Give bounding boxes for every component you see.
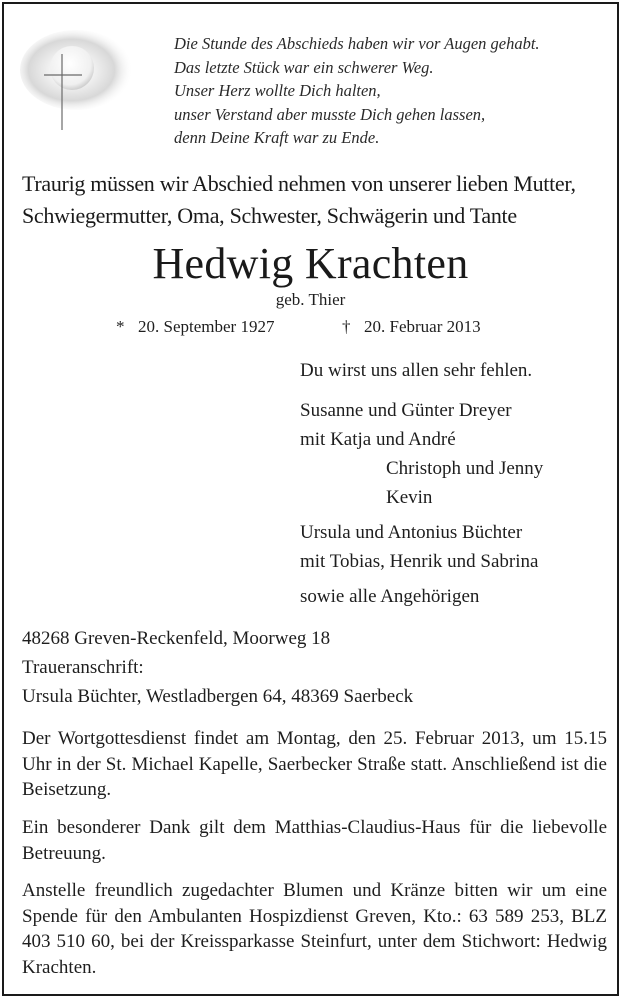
family-line: Ursula und Antonius Büchter — [300, 522, 523, 543]
death-date: 20. Februar 2013 — [364, 317, 481, 336]
family-line: mit Tobias, Henrik und Sabrina — [300, 551, 539, 572]
cross-moon-icon — [20, 28, 135, 132]
obituary-notice — [2, 2, 619, 996]
maiden-name: geb. Thier — [275, 290, 346, 309]
family-line: Christoph und Jenny — [386, 458, 544, 479]
address-line: 48268 Greven-Reckenfeld, Moorweg 18 — [22, 628, 331, 649]
death-cross-icon: † — [342, 317, 351, 336]
address-label: Traueranschrift: — [22, 657, 144, 678]
intro-line: Schwiegermutter, Oma, Schwester, Schwägerin und Tante — [22, 203, 517, 228]
family-line: mit Katja und André — [300, 429, 456, 450]
poem-line: Unser Herz wollte Dich halten, — [174, 81, 381, 100]
family-group-dreyer — [300, 396, 543, 512]
birth-star-icon: * — [116, 317, 125, 336]
intro-line: Traurig müssen wir Abschied nehmen von unserer lieben Mutter, — [22, 171, 576, 196]
poem-line: unser Verstand aber musste Dich gehen lassen, — [174, 104, 486, 124]
birth-date: 20. September 1927 — [138, 317, 275, 336]
birth-date-row — [116, 316, 274, 338]
poem — [174, 32, 614, 150]
poem-line: Das letzte Stück war ein schwerer Weg. — [174, 57, 434, 77]
poem-line: Die Stunde des Abschieds haben wir vor Augen gehabt. — [174, 34, 540, 53]
family-line: Susanne und Günter Dreyer — [300, 400, 512, 421]
intro-text — [22, 168, 612, 232]
donation-text: Anstelle freundlich zugedachter Blumen und Kränze bitten wir um eine Spende für den Ambulanten Hospizdienst Greven, Kto.: 63 589 253, BLZ 403 510 60, bei der Kreissparkasse Steinfurt, unter dem Stichwort: Hedwig Krachten. — [22, 880, 607, 978]
deceased-name: Hedwig Krachten — [152, 239, 469, 288]
family-group-buechter — [300, 518, 538, 576]
thanks-text: Ein besonderer Dank gilt dem Matthias-Claudius-Haus für die liebevolle Betreuung. — [22, 817, 607, 864]
service-info: Der Wortgottesdienst findet am Montag, den 25. Februar 2013, um 15.15 Uhr in der St. Michael Kapelle, Saerbecker Straße statt. Anschließend ist die Beisetzung. — [22, 728, 607, 800]
poem-line: denn Deine Kraft war zu Ende. — [174, 128, 380, 147]
family-line: Kevin — [386, 487, 433, 508]
address-block — [22, 624, 607, 711]
closing-line: Du wirst uns allen sehr fehlen. — [300, 360, 533, 381]
address-line: Ursula Büchter, Westladbergen 64, 48369 Saerbeck — [22, 686, 414, 707]
death-date-row — [342, 316, 481, 338]
relatives-line: sowie alle Angehörigen — [300, 586, 480, 607]
